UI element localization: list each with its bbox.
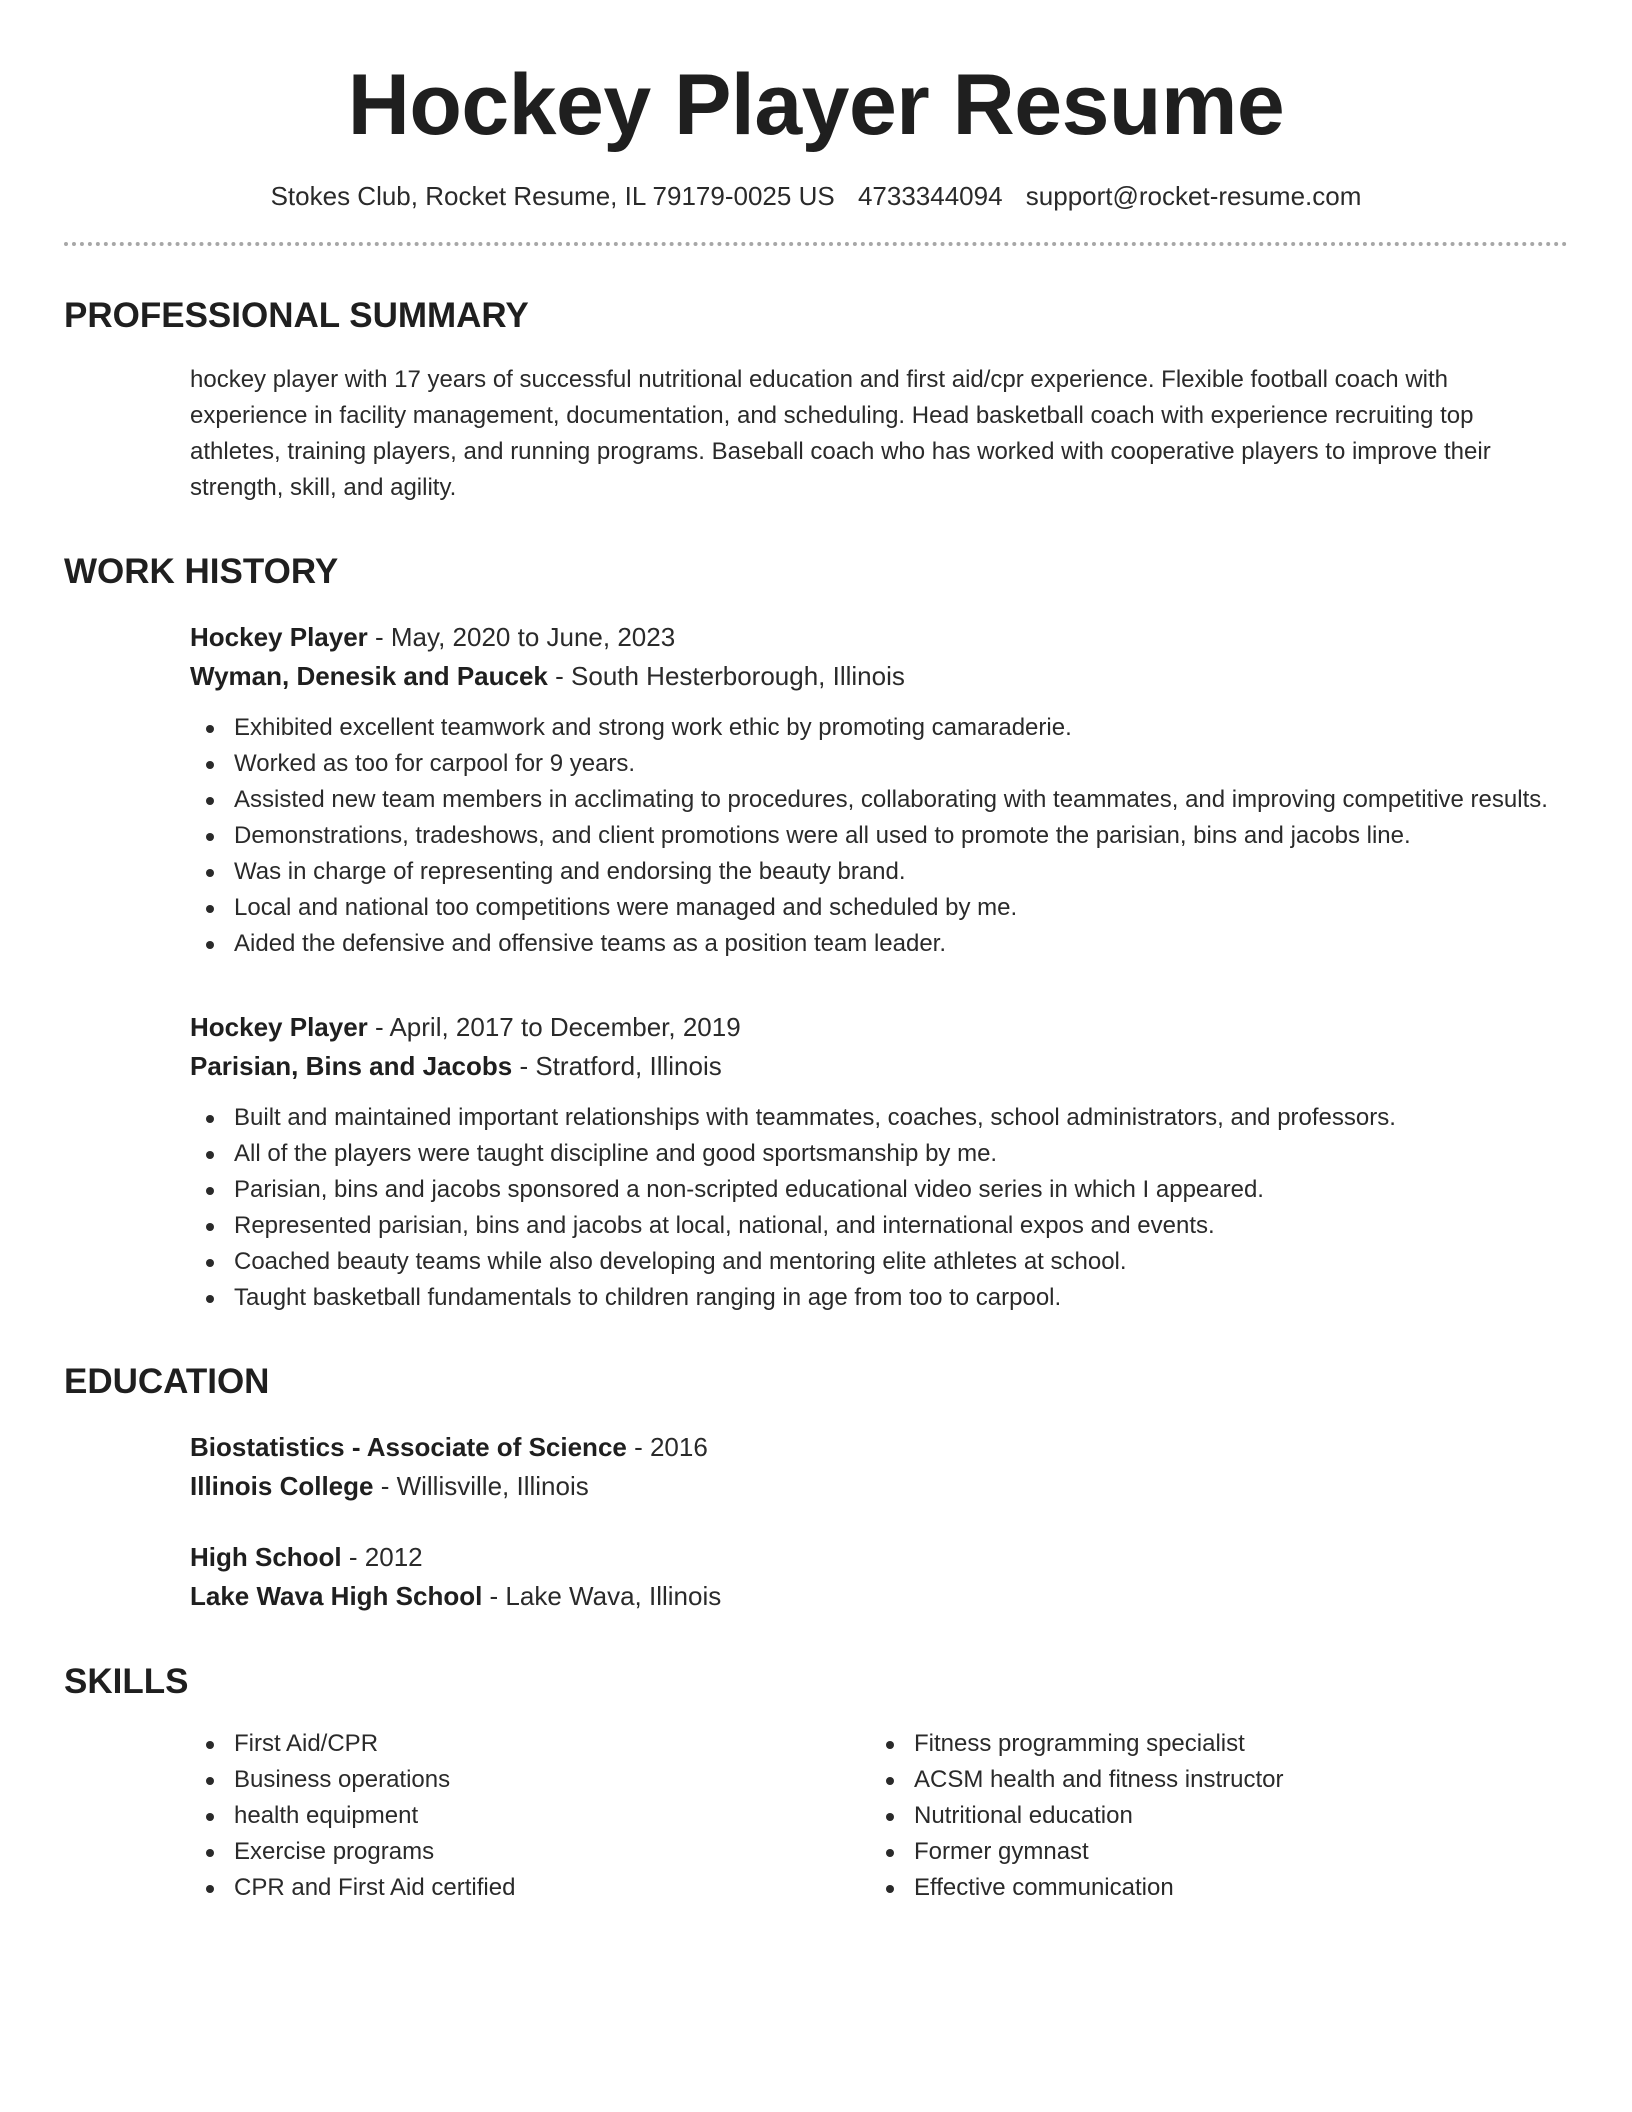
- job-bullet: Worked as too for carpool for 9 years.: [190, 746, 1568, 782]
- job-entry: [190, 1008, 1568, 1316]
- summary-text: hockey player with 17 years of successful nutritional education and first aid/cpr experience. Flexible football coach with experience in facility management, documentation, and scheduling. Head basketball coach with experience recruiting top athletes, training players, and running programs. Baseball coach who has worked with cooperative players to improve their strength, skill, and agility.: [190, 365, 1491, 501]
- degree-year: - 2016: [626, 1431, 708, 1462]
- school-line: [190, 1467, 1568, 1506]
- skills-heading: SKILLS: [64, 1661, 189, 1701]
- job-company-line: [190, 657, 1568, 696]
- school-line: [190, 1577, 1568, 1616]
- skills-column-left: [190, 1726, 870, 1906]
- summary-heading: PROFESSIONAL SUMMARY: [64, 295, 529, 335]
- job-location: - Stratford, Illinois: [512, 1050, 722, 1081]
- degree-line: [190, 1538, 1568, 1577]
- job-bullet: Coached beauty teams while also developing and mentoring elite athletes at school.: [190, 1244, 1568, 1280]
- job-title-line: [190, 1008, 1568, 1047]
- contact-address: Stokes Club, Rocket Resume, IL 79179-0025 US: [270, 180, 835, 211]
- school: Lake Wava High School: [190, 1580, 483, 1611]
- job-bullets: [190, 710, 1568, 962]
- skill-item: Former gymnast: [870, 1834, 1550, 1870]
- job-bullet: All of the players were taught discipline and good sportsmanship by me.: [190, 1136, 1568, 1172]
- job-bullet: Built and maintained important relationships with teammates, coaches, school administrators, and professors.: [190, 1100, 1568, 1136]
- skill-item: Exercise programs: [190, 1834, 870, 1870]
- school: Illinois College: [190, 1470, 374, 1501]
- skill-item: Business operations: [190, 1762, 870, 1798]
- skill-item: health equipment: [190, 1798, 870, 1834]
- job-bullet: Was in charge of representing and endorsing the beauty brand.: [190, 854, 1568, 890]
- skill-item: ACSM health and fitness instructor: [870, 1762, 1550, 1798]
- contact-email: support@rocket-resume.com: [1025, 180, 1362, 211]
- resume-title: Hockey Player Resume: [347, 57, 1285, 153]
- degree: Biostatistics - Associate of Science: [190, 1431, 627, 1462]
- contact-phone: 4733344094: [857, 180, 1003, 211]
- job-bullet: Aided the defensive and offensive teams as a position team leader.: [190, 926, 1568, 962]
- contact-line: [64, 181, 1568, 212]
- job-title: Hockey Player: [190, 1011, 368, 1042]
- job-company-line: [190, 1047, 1568, 1086]
- job-bullets: [190, 1100, 1568, 1316]
- skill-item: Fitness programming specialist: [870, 1726, 1550, 1762]
- skill-item: First Aid/CPR: [190, 1726, 870, 1762]
- job-bullet: Assisted new team members in acclimating to procedures, collaborating with teammates, and improving competitive results.: [190, 782, 1568, 818]
- job-dates: - May, 2020 to June, 2023: [367, 621, 676, 652]
- job-title: Hockey Player: [190, 621, 368, 652]
- header-divider: [64, 242, 1568, 246]
- degree: High School: [190, 1541, 342, 1572]
- job-location: - South Hesterborough, Illinois: [547, 660, 905, 691]
- skills-column-right: [870, 1726, 1550, 1906]
- job-bullet: Exhibited excellent teamwork and strong work ethic by promoting camaraderie.: [190, 710, 1568, 746]
- education-heading: EDUCATION: [64, 1361, 270, 1401]
- job-bullet: Local and national too competitions were managed and scheduled by me.: [190, 890, 1568, 926]
- work-history-heading: WORK HISTORY: [64, 551, 339, 591]
- job-company: Wyman, Denesik and Paucek: [190, 660, 548, 691]
- job-dates: - April, 2017 to December, 2019: [367, 1011, 741, 1042]
- job-entry: [190, 618, 1568, 962]
- school-location: - Lake Wava, Illinois: [482, 1580, 722, 1611]
- job-bullet: Parisian, bins and jacobs sponsored a non-scripted educational video series in which I appeared.: [190, 1172, 1568, 1208]
- job-bullet: Demonstrations, tradeshows, and client promotions were all used to promote the parisian, bins and jacobs line.: [190, 818, 1568, 854]
- job-title-line: [190, 618, 1568, 657]
- school-location: - Willisville, Illinois: [373, 1470, 589, 1501]
- job-bullet: Taught basketball fundamentals to children ranging in age from too to carpool.: [190, 1280, 1568, 1316]
- degree-year: - 2012: [341, 1541, 423, 1572]
- education-entry: [190, 1538, 1568, 1616]
- skill-item: Nutritional education: [870, 1798, 1550, 1834]
- job-company: Parisian, Bins and Jacobs: [190, 1050, 513, 1081]
- skill-item: Effective communication: [870, 1870, 1550, 1906]
- degree-line: [190, 1428, 1568, 1467]
- skill-item: CPR and First Aid certified: [190, 1870, 870, 1906]
- job-bullet: Represented parisian, bins and jacobs at local, national, and international expos and events.: [190, 1208, 1568, 1244]
- education-entry: [190, 1428, 1568, 1506]
- skills-grid: [190, 1726, 1568, 1906]
